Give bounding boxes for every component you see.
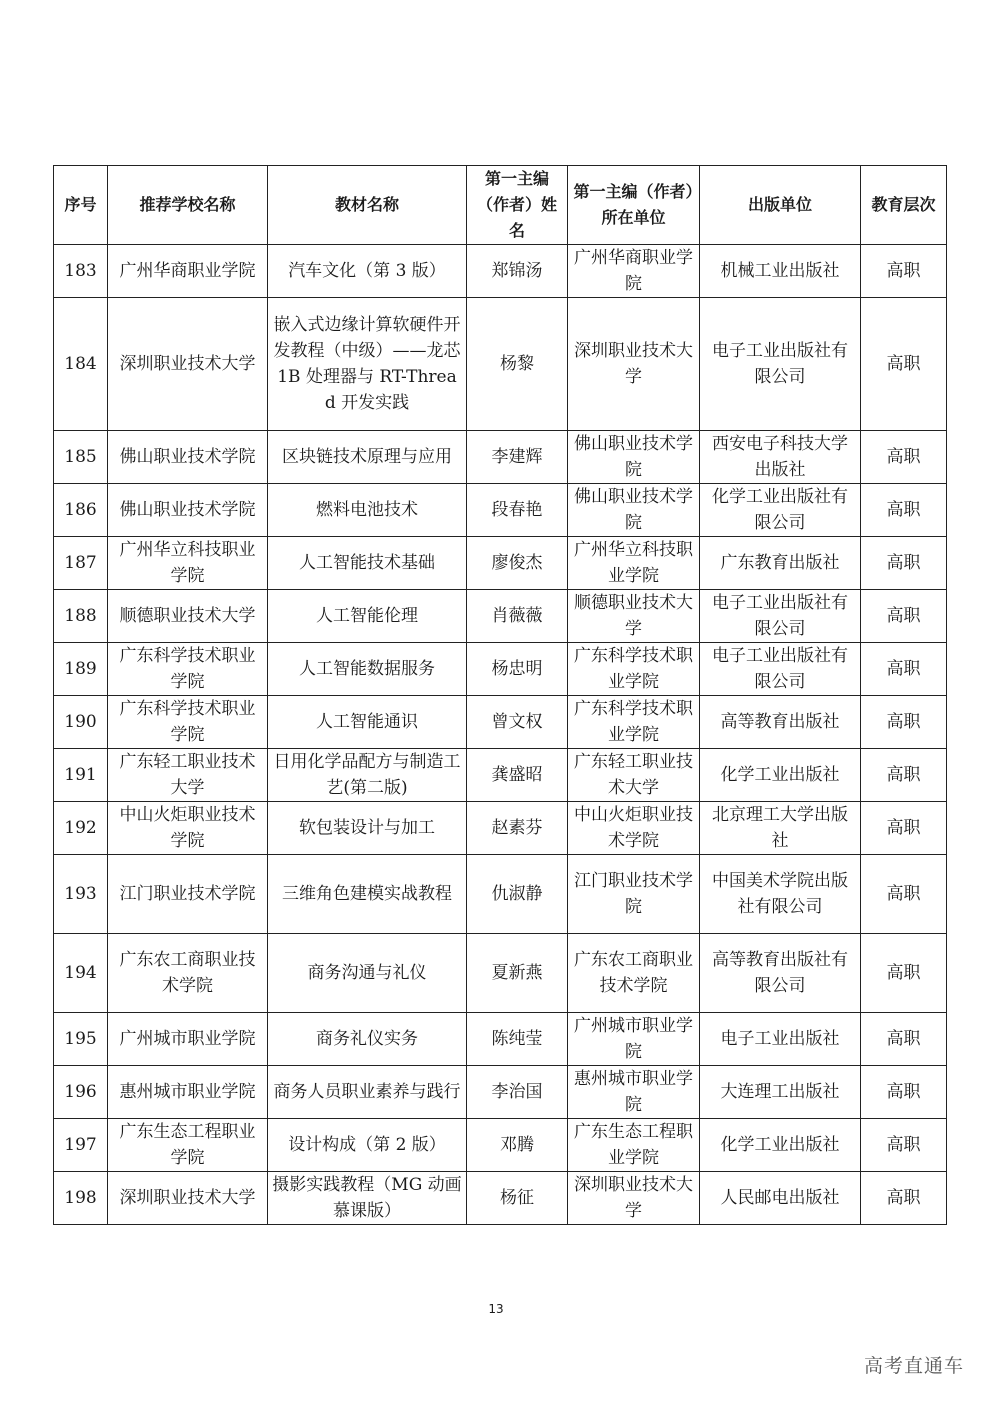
cell-unit: 广东生态工程职业学院 — [568, 1119, 700, 1172]
cell-level: 高职 — [861, 484, 947, 537]
cell-unit: 中山火炬职业技术学院 — [568, 802, 700, 855]
cell-school: 广东农工商职业技术学院 — [108, 934, 268, 1013]
cell-unit: 顺德职业技术大学 — [568, 590, 700, 643]
cell-title: 三维角色建模实战教程 — [268, 855, 467, 934]
cell-publisher: 电子工业出版社有限公司 — [700, 298, 861, 431]
table-row — [54, 802, 947, 855]
cell-unit: 佛山职业技术学院 — [568, 431, 700, 484]
cell-title: 人工智能数据服务 — [268, 643, 467, 696]
cell-school: 惠州城市职业学院 — [108, 1066, 268, 1119]
cell-title: 摄影实践教程（MG 动画慕课版） — [268, 1172, 467, 1225]
table-row — [54, 484, 947, 537]
cell-author: 仇淑静 — [467, 855, 568, 934]
cell-level: 高职 — [861, 696, 947, 749]
cell-no: 197 — [54, 1119, 108, 1172]
cell-unit: 广州城市职业学院 — [568, 1013, 700, 1066]
cell-school: 广州城市职业学院 — [108, 1013, 268, 1066]
cell-level: 高职 — [861, 855, 947, 934]
table-row — [54, 431, 947, 484]
cell-publisher: 化学工业出版社 — [700, 1119, 861, 1172]
cell-level: 高职 — [861, 537, 947, 590]
cell-unit: 广东农工商职业技术学院 — [568, 934, 700, 1013]
table-row — [54, 855, 947, 934]
cell-unit: 佛山职业技术学院 — [568, 484, 700, 537]
cell-title: 人工智能通识 — [268, 696, 467, 749]
cell-author: 李建辉 — [467, 431, 568, 484]
cell-unit: 广州华立科技职业学院 — [568, 537, 700, 590]
cell-no: 184 — [54, 298, 108, 431]
table-row — [54, 934, 947, 1013]
cell-publisher: 高等教育出版社有限公司 — [700, 934, 861, 1013]
cell-school: 广州华立科技职业学院 — [108, 537, 268, 590]
cell-school: 广东科学技术职业学院 — [108, 643, 268, 696]
cell-author: 廖俊杰 — [467, 537, 568, 590]
cell-author: 夏新燕 — [467, 934, 568, 1013]
cell-level: 高职 — [861, 749, 947, 802]
table-row — [54, 537, 947, 590]
cell-unit: 广东轻工职业技术大学 — [568, 749, 700, 802]
cell-level: 高职 — [861, 1172, 947, 1225]
cell-school: 广东生态工程职业学院 — [108, 1119, 268, 1172]
cell-no: 196 — [54, 1066, 108, 1119]
cell-author: 肖薇薇 — [467, 590, 568, 643]
header-no: 序号 — [54, 166, 108, 245]
cell-author: 杨征 — [467, 1172, 568, 1225]
cell-publisher: 机械工业出版社 — [700, 245, 861, 298]
cell-level: 高职 — [861, 802, 947, 855]
header-school: 推荐学校名称 — [108, 166, 268, 245]
cell-publisher: 中国美术学院出版社有限公司 — [700, 855, 861, 934]
page-number: 13 — [488, 1302, 504, 1316]
cell-title: 设计构成（第 2 版） — [268, 1119, 467, 1172]
cell-publisher: 高等教育出版社 — [700, 696, 861, 749]
table-row — [54, 1013, 947, 1066]
cell-author: 段春艳 — [467, 484, 568, 537]
cell-level: 高职 — [861, 1066, 947, 1119]
cell-author: 邓腾 — [467, 1119, 568, 1172]
cell-no: 191 — [54, 749, 108, 802]
header-unit: 第一主编（作者）所在单位 — [568, 166, 700, 245]
cell-school: 深圳职业技术大学 — [108, 1172, 268, 1225]
cell-unit: 广东科学技术职业学院 — [568, 643, 700, 696]
cell-title: 商务人员职业素养与践行 — [268, 1066, 467, 1119]
cell-publisher: 北京理工大学出版社 — [700, 802, 861, 855]
header-author: 第一主编（作者）姓名 — [467, 166, 568, 245]
cell-unit: 广东科学技术职业学院 — [568, 696, 700, 749]
cell-no: 193 — [54, 855, 108, 934]
cell-publisher: 电子工业出版社有限公司 — [700, 643, 861, 696]
cell-level: 高职 — [861, 590, 947, 643]
cell-author: 龚盛昭 — [467, 749, 568, 802]
table-row — [54, 590, 947, 643]
cell-level: 高职 — [861, 934, 947, 1013]
cell-level: 高职 — [861, 245, 947, 298]
cell-school: 深圳职业技术大学 — [108, 298, 268, 431]
cell-title: 嵌入式边缘计算软硬件开发教程（中级）——龙芯 1B 处理器与 RT-Thread 开发实践 — [268, 298, 467, 431]
cell-title: 区块链技术原理与应用 — [268, 431, 467, 484]
cell-title: 人工智能技术基础 — [268, 537, 467, 590]
table-row — [54, 1066, 947, 1119]
cell-no: 192 — [54, 802, 108, 855]
table-row — [54, 298, 947, 431]
cell-no: 195 — [54, 1013, 108, 1066]
cell-author: 杨忠明 — [467, 643, 568, 696]
cell-author: 李治国 — [467, 1066, 568, 1119]
cell-title: 燃料电池技术 — [268, 484, 467, 537]
cell-author: 陈纯莹 — [467, 1013, 568, 1066]
cell-level: 高职 — [861, 1119, 947, 1172]
header-publisher: 出版单位 — [700, 166, 861, 245]
textbook-table — [53, 165, 947, 1225]
cell-unit: 广州华商职业学院 — [568, 245, 700, 298]
cell-author: 曾文权 — [467, 696, 568, 749]
cell-publisher: 电子工业出版社 — [700, 1013, 861, 1066]
cell-title: 商务礼仪实务 — [268, 1013, 467, 1066]
cell-level: 高职 — [861, 431, 947, 484]
table-row — [54, 749, 947, 802]
cell-no: 198 — [54, 1172, 108, 1225]
cell-publisher: 化学工业出版社 — [700, 749, 861, 802]
cell-level: 高职 — [861, 298, 947, 431]
table-row — [54, 696, 947, 749]
cell-publisher: 电子工业出版社有限公司 — [700, 590, 861, 643]
cell-publisher: 大连理工出版社 — [700, 1066, 861, 1119]
cell-no: 190 — [54, 696, 108, 749]
cell-level: 高职 — [861, 1013, 947, 1066]
cell-school: 顺德职业技术大学 — [108, 590, 268, 643]
cell-no: 186 — [54, 484, 108, 537]
cell-school: 广州华商职业学院 — [108, 245, 268, 298]
cell-school: 广东科学技术职业学院 — [108, 696, 268, 749]
cell-publisher: 人民邮电出版社 — [700, 1172, 861, 1225]
cell-no: 189 — [54, 643, 108, 696]
cell-unit: 深圳职业技术大学 — [568, 1172, 700, 1225]
header-title: 教材名称 — [268, 166, 467, 245]
table-row — [54, 1119, 947, 1172]
cell-title: 人工智能伦理 — [268, 590, 467, 643]
cell-unit: 江门职业技术学院 — [568, 855, 700, 934]
cell-author: 赵素芬 — [467, 802, 568, 855]
cell-author: 郑锦汤 — [467, 245, 568, 298]
cell-title: 软包装设计与加工 — [268, 802, 467, 855]
table-row — [54, 1172, 947, 1225]
cell-publisher: 广东教育出版社 — [700, 537, 861, 590]
cell-unit: 深圳职业技术大学 — [568, 298, 700, 431]
cell-title: 商务沟通与礼仪 — [268, 934, 467, 1013]
header-level: 教育层次 — [861, 166, 947, 245]
cell-title: 日用化学品配方与制造工艺(第二版) — [268, 749, 467, 802]
cell-unit: 惠州城市职业学院 — [568, 1066, 700, 1119]
cell-school: 中山火炬职业技术学院 — [108, 802, 268, 855]
cell-author: 杨黎 — [467, 298, 568, 431]
header-row — [54, 166, 947, 245]
cell-school: 广东轻工职业技术大学 — [108, 749, 268, 802]
cell-no: 183 — [54, 245, 108, 298]
cell-level: 高职 — [861, 643, 947, 696]
cell-school: 佛山职业技术学院 — [108, 431, 268, 484]
table-row — [54, 643, 947, 696]
cell-no: 187 — [54, 537, 108, 590]
watermark: 高考直通车 — [863, 1355, 964, 1377]
cell-school: 江门职业技术学院 — [108, 855, 268, 934]
table-row — [54, 245, 947, 298]
cell-school: 佛山职业技术学院 — [108, 484, 268, 537]
cell-no: 185 — [54, 431, 108, 484]
cell-title: 汽车文化（第 3 版） — [268, 245, 467, 298]
cell-publisher: 西安电子科技大学出版社 — [700, 431, 861, 484]
cell-no: 194 — [54, 934, 108, 1013]
cell-no: 188 — [54, 590, 108, 643]
cell-publisher: 化学工业出版社有限公司 — [700, 484, 861, 537]
